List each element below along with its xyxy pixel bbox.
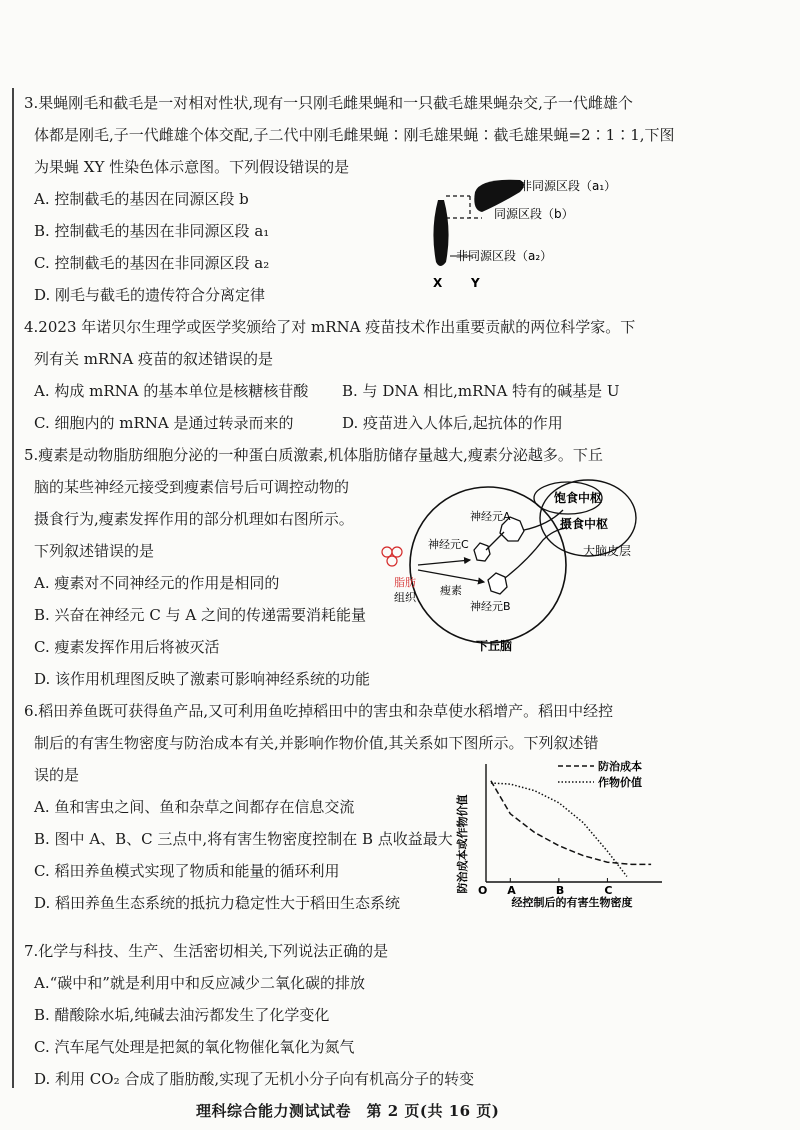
leptin-label: 瘦素 — [440, 584, 462, 597]
q6-option-c[interactable]: C. 稻田养鱼模式实现了物质和能量的循环利用 — [34, 862, 340, 880]
q5-stem-line4: 下列叙述错误的是 — [34, 542, 155, 560]
chart-x-tick-label: A — [507, 884, 516, 897]
label-y: Y — [471, 276, 480, 290]
q5-option-c[interactable]: C. 瘦素发挥作用后将被灭活 — [34, 638, 220, 656]
q3-stem-line3: 为果蝇 XY 性染色体示意图。下列假设错误的是 — [34, 158, 350, 176]
q3-option-b[interactable]: B. 控制截毛的基因在非同源区段 a₁ — [34, 222, 270, 240]
feeding-center-label: 摄食中枢 — [560, 517, 609, 531]
q5-option-a[interactable]: A. 瘦素对不同神经元的作用是相同的 — [34, 574, 280, 592]
q3-option-c[interactable]: C. 控制截毛的基因在非同源区段 a₂ — [34, 254, 270, 272]
neuron-c-label: 神经元C — [428, 538, 469, 551]
chart-x-tick-label: O — [478, 884, 488, 897]
q4-stem-line2: 列有关 mRNA 疫苗的叙述错误的是 — [34, 350, 274, 368]
q7-option-b[interactable]: B. 醋酸除水垢,纯碱去油污都发生了化学变化 — [34, 1006, 330, 1024]
q5-option-d[interactable]: D. 该作用机理图反映了激素可影响神经系统的功能 — [34, 670, 371, 688]
chart-x-axis-label: 经控制后的有害生物密度 — [511, 896, 633, 909]
hypothalamus-label: 下丘脑 — [476, 639, 513, 653]
q7-option-d[interactable]: D. 利用 CO₂ 合成了脂肪酸,实现了无机小分子向有机高分子的转变 — [34, 1070, 475, 1088]
cortex-label: 大脑皮层 — [583, 544, 632, 558]
q4-option-b[interactable]: B. 与 DNA 相比,mRNA 特有的碱基是 U — [342, 382, 620, 400]
chart-series-cost — [491, 781, 651, 865]
q7-option-c[interactable]: C. 汽车尾气处理是把氮的氧化物催化氧化为氮气 — [34, 1038, 355, 1056]
q3-option-d[interactable]: D. 刚毛与截毛的遗传符合分离定律 — [34, 286, 266, 304]
chart-y-axis-label: 防治成本或作物价值 — [456, 794, 469, 894]
label-a2: 非同源区段（a₂） — [456, 249, 553, 263]
chart-legend-entry: 作物价值 — [598, 776, 642, 789]
q6-option-b[interactable]: B. 图中 A、B、C 三点中,将有害生物密度控制在 B 点收益最大 — [34, 830, 453, 848]
neuron-b-body — [488, 573, 507, 594]
q6-option-a[interactable]: A. 鱼和害虫之间、鱼和杂草之间都存在信息交流 — [34, 798, 355, 816]
q6-option-d[interactable]: D. 稻田养鱼生态系统的抵抗力稳定性大于稻田生态系统 — [34, 894, 401, 912]
satiety-center-label: 饱食中枢 — [554, 491, 603, 505]
label-a1: 非同源区段（a₁） — [520, 179, 617, 193]
q5-option-b[interactable]: B. 兴奋在神经元 C 与 A 之间的传递需要消耗能量 — [34, 606, 366, 624]
hypothalamus-figure — [378, 470, 640, 656]
q3-stem-line2: 体都是刚毛,子一代雌雄个体交配,子二代中刚毛雌果蝇∶刚毛雄果蝇∶截毛雄果蝇=2∶1∶1,下图 — [34, 126, 675, 144]
q5-stem-line3: 摄食行为,瘦素发挥作用的部分机理如右图所示。 — [34, 510, 354, 528]
q4-option-d[interactable]: D. 疫苗进入人体后,起抗体的作用 — [342, 414, 563, 432]
neuron-c-body — [474, 543, 490, 561]
label-x: X — [433, 276, 443, 290]
chart-x-tick-label: C — [604, 884, 613, 897]
xy-chromosome-figure — [420, 170, 620, 295]
chart-x-tick-label: B — [555, 884, 565, 897]
neuron-a-label: 神经元A — [470, 510, 511, 523]
tissue-label: 组织 — [394, 591, 416, 604]
q6-stem-line1: 6.稻田养鱼既可获得鱼产品,又可利用鱼吃掉稻田中的害虫和杂草使水稻增产。稻田中经控 — [24, 702, 614, 720]
q3-stem-line1: 3.果蝇刚毛和截毛是一对相对性状,现有一只刚毛雌果蝇和一只截毛雄果蝇杂交,子一代雌雄个 — [24, 94, 633, 112]
q4-option-c[interactable]: C. 细胞内的 mRNA 是通过转录而来的 — [34, 414, 294, 432]
page-footer: 理科综合能力测试试卷 第 2 页(共 16 页) — [196, 1102, 500, 1120]
q4-option-a[interactable]: A. 构成 mRNA 的基本单位是核糖核苷酸 — [34, 382, 309, 400]
fat-label: 脂肪 — [394, 576, 416, 589]
x-chromosome — [433, 200, 448, 266]
q6-stem-line3: 误的是 — [34, 766, 80, 784]
q3-option-a[interactable]: A. 控制截毛的基因在同源区段 b — [34, 190, 249, 208]
q5-stem-line1: 5.瘦素是动物脂肪细胞分泌的一种蛋白质激素,机体脂肪储存量越大,瘦素分泌越多。下丘 — [24, 446, 603, 464]
q5-stem-line2: 脑的某些神经元接受到瘦素信号后可调控动物的 — [34, 478, 350, 496]
q7-option-a[interactable]: A.“碳中和”就是利用中和反应减少二氧化碳的排放 — [34, 974, 365, 992]
q6-chart — [448, 754, 672, 924]
chart-legend-entry: 防治成本 — [598, 760, 642, 773]
q7-stem: 7.化学与科技、生产、生活密切相关,下列说法正确的是 — [24, 942, 389, 960]
q6-stem-line2: 制后的有害生物密度与防治成本有关,并影响作物价值,其关系如下图所示。下列叙述错 — [34, 734, 599, 752]
neuron-b-label: 神经元B — [470, 600, 511, 613]
q4-stem-line1: 4.2023 年诺贝尔生理学或医学奖颁给了对 mRNA 疫苗技术作出重要贡献的两位科学家。下 — [24, 318, 636, 336]
fat-cells-icon — [382, 547, 402, 566]
margin-rule — [12, 88, 14, 1088]
label-b: 同源区段（b） — [494, 207, 574, 221]
